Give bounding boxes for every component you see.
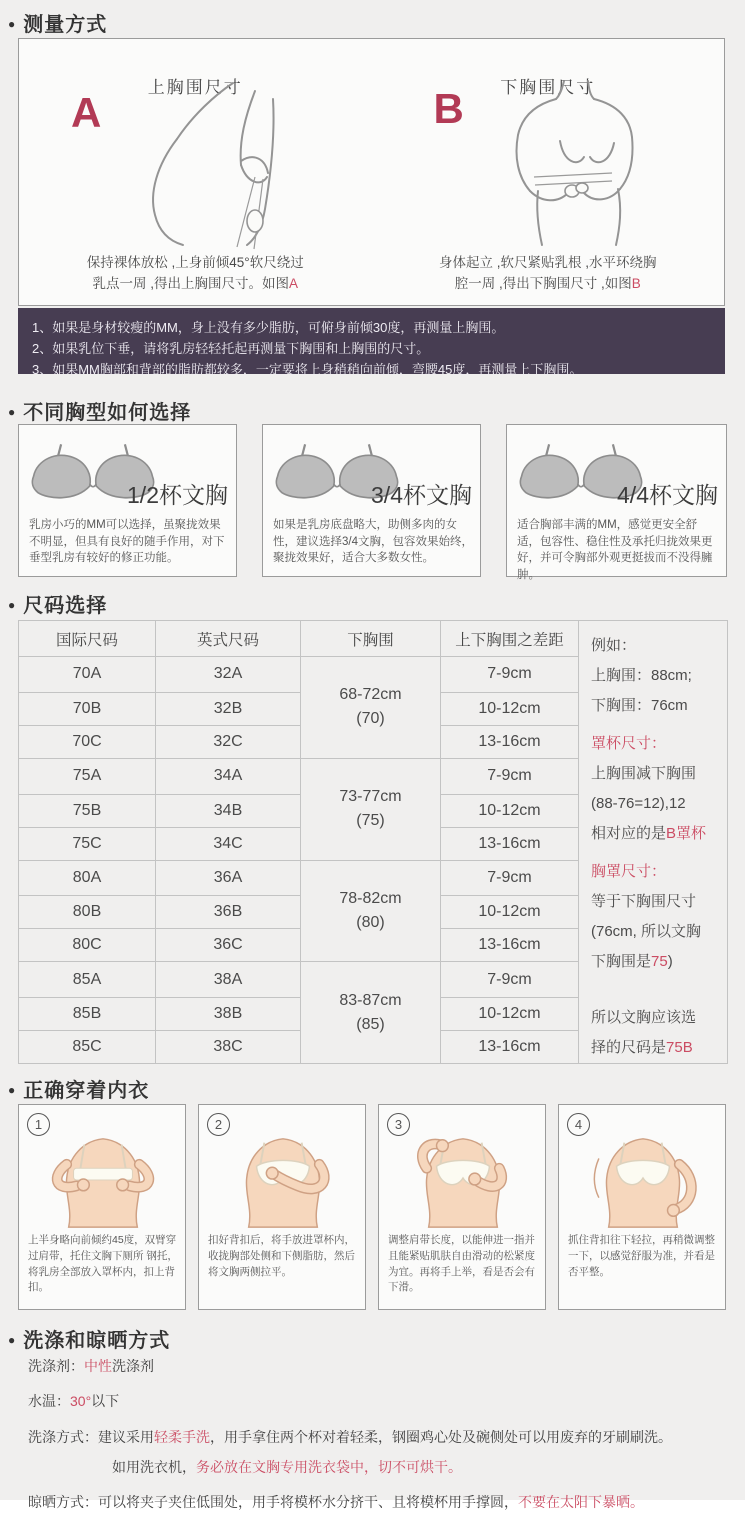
letter-a-label: A xyxy=(71,89,102,136)
bullet-icon: ● xyxy=(8,1083,17,1097)
step-4-illustration xyxy=(569,1129,717,1231)
upper-bust-half xyxy=(19,39,372,305)
example-notes-cell xyxy=(579,621,728,1064)
uk-size-cell: 36B xyxy=(156,896,301,929)
diff-cell: 13-16cm xyxy=(441,827,579,860)
text-segment: 以下 xyxy=(91,1393,120,1410)
section-heading-wearing xyxy=(8,1074,149,1103)
washing-line-machine xyxy=(28,1457,733,1477)
diff-cell: 7-9cm xyxy=(441,860,579,896)
diff-cell: 13-16cm xyxy=(441,929,579,962)
intl-size-cell: 80A xyxy=(19,860,156,896)
underbust-cell xyxy=(301,860,441,962)
notes-paragraph xyxy=(591,691,717,721)
highlight-text: A xyxy=(289,276,299,292)
tip-line: 2、如果乳位下垂，请将乳房轻轻托起再测量下胸围和上胸围的尺寸。 xyxy=(32,341,430,357)
bullet-icon: ● xyxy=(8,405,17,419)
wearing-step-card xyxy=(558,1104,726,1310)
uk-size-cell: 34C xyxy=(156,827,301,860)
uk-size-cell: 32A xyxy=(156,657,301,693)
diff-cell: 13-16cm xyxy=(441,1031,579,1064)
upper-bust-caption xyxy=(19,252,372,295)
diff-cell: 7-9cm xyxy=(441,657,579,693)
lower-bust-caption xyxy=(372,252,725,295)
tip-line: 3、如果MM胸部和背部的脂肪都较多，一定要将上身稍稍向前倾，弯腰45度，再测量上下胸围。 xyxy=(32,362,583,378)
notes-paragraph xyxy=(591,759,717,789)
diff-cell: 7-9cm xyxy=(441,758,579,794)
highlight-text: 中性 xyxy=(84,1358,112,1374)
text-segment: 洗涤剂 xyxy=(112,1358,154,1374)
notes-paragraph xyxy=(591,857,717,887)
section-heading-washing xyxy=(8,1324,170,1353)
diff-cell: 10-12cm xyxy=(441,794,579,827)
column-header: 下胸围 xyxy=(301,621,441,657)
section-heading-measure xyxy=(8,8,107,37)
wearing-step-card xyxy=(198,1104,366,1310)
cup-card-half xyxy=(18,424,237,577)
step-caption: 扣好背扣后，将手放进罩杯内，收拢胸部处侧和下侧脂肪，然后将文胸两侧拉平。 xyxy=(208,1234,355,1278)
caption-line xyxy=(19,252,372,274)
underbust-cell xyxy=(301,758,441,860)
highlight-text: 75 xyxy=(651,953,668,970)
underbust-label: (70) xyxy=(356,710,385,728)
upper-bust-title: 上胸围尺寸 xyxy=(147,78,243,97)
intl-size-cell: 80C xyxy=(19,929,156,962)
column-header: 国际尺码 xyxy=(19,621,156,657)
notes-paragraph xyxy=(591,1033,717,1063)
highlight-text: 胸罩尺寸： xyxy=(591,863,667,880)
text-segment: 身体起立 ,软尺紧贴乳根 ,水平环绕胸 xyxy=(438,254,657,270)
text-segment: 例如： xyxy=(591,637,637,654)
text-segment: 相对应的是 xyxy=(591,825,667,842)
step-1-illustration xyxy=(29,1129,177,1231)
lower-bust-title: 下胸围尺寸 xyxy=(500,78,596,97)
text-segment: 所以文胸应该选 xyxy=(591,1009,697,1026)
lower-bust-half xyxy=(372,39,725,305)
sizes-heading-text: 尺码选择 xyxy=(23,595,108,617)
notes-paragraph xyxy=(591,1003,717,1033)
step-caption: 调整肩带长度，以能伸进一指并且能紧贴肌肤自由滑动的松紧度为宜。再将手上举，看是否会有下滑。 xyxy=(388,1234,535,1294)
wearing-steps-row xyxy=(18,1104,727,1310)
intl-size-cell: 75B xyxy=(19,794,156,827)
notes-paragraph xyxy=(591,631,717,661)
diff-cell: 7-9cm xyxy=(441,962,579,998)
cup-description: 乳房小巧的MM可以选择，虽聚拢效果不明显，但具有良好的随手作用，对下垂型乳房有较好的修正功能。 xyxy=(29,519,225,565)
underbust-range: 68-72cm xyxy=(339,686,402,704)
text-segment: ) xyxy=(667,953,673,970)
text-segment: 保持裸体放松 ,上身前倾45°软尺绕过 xyxy=(86,254,304,270)
step-2-illustration xyxy=(209,1129,357,1231)
underbust-cell xyxy=(301,962,441,1064)
notes-paragraph xyxy=(591,729,717,759)
highlight-text: 不要在太阳下暴晒。 xyxy=(518,1494,644,1511)
underbust-label: (85) xyxy=(356,1015,385,1033)
lower-bust-figure-illustration xyxy=(472,79,672,249)
notes-paragraph xyxy=(591,947,717,977)
text-segment: 下胸围是 xyxy=(591,953,652,970)
uk-size-cell: 32C xyxy=(156,725,301,758)
notes-paragraph xyxy=(591,819,717,849)
highlight-text: 罩杯尺寸： xyxy=(591,735,667,752)
washing-line-drying xyxy=(28,1492,733,1512)
uk-size-cell: 36A xyxy=(156,860,301,896)
underbust-range: 78-82cm xyxy=(339,889,402,907)
cup-card-three-quarter xyxy=(262,424,481,577)
underbust-cell xyxy=(301,657,441,759)
bullet-icon: ● xyxy=(8,598,17,612)
underbust-range: 83-87cm xyxy=(339,991,402,1009)
intl-size-cell: 80B xyxy=(19,896,156,929)
text-segment: 腔一周 ,得出下胸围尺寸 ,如图 xyxy=(454,276,632,292)
text-segment: 上胸围：88cm; xyxy=(591,667,692,684)
washing-heading-text: 洗涤和晾晒方式 xyxy=(23,1330,171,1352)
cup-description: 如果是乳房底盘略大，助侧多肉的女性，建议选择3/4文胸，包容效果始终，聚拢效果好，适合大多数女性。 xyxy=(273,519,473,565)
text-segment: ，用手拿住两个杯对着轻柔，钢圈鸡心处及碗侧处可以用废弃的牙刷刷洗。 xyxy=(210,1428,672,1445)
column-header: 上下胸围之差距 xyxy=(441,621,579,657)
text-segment: 上胸围减下胸围 xyxy=(591,765,697,782)
bullet-icon: ● xyxy=(8,17,17,31)
text-segment: 下胸围：76cm xyxy=(591,697,688,714)
notes-paragraph xyxy=(591,661,717,691)
size-table xyxy=(18,620,728,1064)
diff-cell: 10-12cm xyxy=(441,998,579,1031)
uk-size-cell: 38B xyxy=(156,998,301,1031)
measure-tips-box xyxy=(18,308,725,378)
upper-bust-figure-illustration xyxy=(105,81,325,249)
step-number-badge: 1 xyxy=(27,1113,50,1136)
washing-line-detergent xyxy=(28,1356,733,1376)
cup-card-full xyxy=(506,424,727,582)
text-segment: (88-76=12),12 xyxy=(591,795,686,812)
letter-b-label: B xyxy=(433,85,464,132)
step-number-badge: 3 xyxy=(387,1113,410,1136)
uk-size-cell: 36C xyxy=(156,929,301,962)
step-number-badge: 4 xyxy=(567,1113,590,1136)
uk-size-cell: 34A xyxy=(156,758,301,794)
text-segment: (76cm, 所以文胸 xyxy=(591,923,702,940)
washing-line-temperature xyxy=(28,1391,733,1411)
measure-illustration-panel xyxy=(18,38,725,306)
text-segment: 择的尺码是 xyxy=(591,1039,667,1056)
caption-line xyxy=(19,273,372,295)
bullet-icon: ● xyxy=(8,1333,17,1347)
text-segment: 等于下胸围尺寸 xyxy=(591,893,697,910)
highlight-text: 务必放在文胸专用洗衣袋中，切不可烘干。 xyxy=(196,1458,462,1475)
text-segment: 晾晒方式：可以将夹子夹住低围处，用手将模杯水分挤干、且将模杯用手撑圆， xyxy=(28,1494,518,1511)
intl-size-cell: 85C xyxy=(19,1031,156,1064)
notes-paragraph xyxy=(591,789,717,819)
intl-size-cell: 75A xyxy=(19,758,156,794)
cup-types-heading-text: 不同胸型如何选择 xyxy=(23,402,192,424)
intl-size-cell: 70B xyxy=(19,692,156,725)
notes-paragraph xyxy=(591,887,717,917)
caption-line xyxy=(372,273,725,295)
caption-line xyxy=(372,252,725,274)
table-header-row xyxy=(19,621,728,657)
section-heading-cup-types xyxy=(8,396,191,425)
tip-line: 1、如果是身材较瘦的MM，身上没有多少脂肪，可俯身前倾30度，再测量上胸围。 xyxy=(32,320,505,335)
cup-description: 适合胸部丰满的MM，感觉更安全舒适，包容性、稳住性及承托归拢效果更好，并可令胸部外观更挺拔而不没得臃肿。 xyxy=(517,519,713,582)
highlight-text: B罩杯 xyxy=(666,825,707,842)
step-caption: 抓住背扣往下轻拉，再稍微调整一下，以感觉舒服为准，并看是否平整。 xyxy=(568,1234,715,1278)
column-header: 英式尺码 xyxy=(156,621,301,657)
intl-size-cell: 75C xyxy=(19,827,156,860)
text-segment: 乳点一周 ,得出上胸围尺寸。如图 xyxy=(92,276,289,292)
diff-cell: 10-12cm xyxy=(441,896,579,929)
intl-size-cell: 85B xyxy=(19,998,156,1031)
measure-heading-text: 测量方式 xyxy=(23,14,108,36)
uk-size-cell: 38C xyxy=(156,1031,301,1064)
highlight-text: 30° xyxy=(70,1393,92,1410)
intl-size-cell: 70C xyxy=(19,725,156,758)
uk-size-cell: 32B xyxy=(156,692,301,725)
underbust-label: (80) xyxy=(356,913,385,931)
cup-title: 1/2杯文胸 xyxy=(127,482,228,508)
underbust-range: 73-77cm xyxy=(339,788,402,806)
uk-size-cell: 38A xyxy=(156,962,301,998)
underbust-label: (75) xyxy=(356,812,385,830)
diff-cell: 10-12cm xyxy=(441,692,579,725)
section-heading-sizes xyxy=(8,589,107,618)
text-segment: 水温： xyxy=(28,1393,70,1410)
intl-size-cell: 70A xyxy=(19,657,156,693)
highlight-text: B xyxy=(631,276,641,292)
cup-title: 3/4杯文胸 xyxy=(371,482,472,508)
washing-line-method xyxy=(28,1427,733,1447)
text-segment: 如用洗衣机， xyxy=(112,1458,196,1475)
intl-size-cell: 85A xyxy=(19,962,156,998)
wearing-heading-text: 正确穿着内衣 xyxy=(23,1080,150,1102)
step-3-illustration xyxy=(389,1129,537,1231)
highlight-text: 75B xyxy=(666,1039,693,1056)
highlight-text: 轻柔手洗 xyxy=(154,1428,210,1445)
cup-title: 4/4杯文胸 xyxy=(617,482,718,508)
notes-paragraph xyxy=(591,917,717,947)
diff-cell: 13-16cm xyxy=(441,725,579,758)
step-number-badge: 2 xyxy=(207,1113,230,1136)
text-segment: 洗涤方式：建议采用 xyxy=(28,1428,154,1445)
text-segment: 洗涤剂： xyxy=(28,1358,84,1374)
wearing-step-card xyxy=(18,1104,186,1310)
cup-type-cards-row xyxy=(18,424,727,582)
wearing-step-card xyxy=(378,1104,546,1310)
washing-instructions xyxy=(28,1356,733,1525)
step-caption: 上半身略向前倾约45度，双臂穿过肩带，托住文胸下厕所 钢托，将乳房全部放入罩杯内，扣上背扣。 xyxy=(28,1234,178,1294)
uk-size-cell: 34B xyxy=(156,794,301,827)
